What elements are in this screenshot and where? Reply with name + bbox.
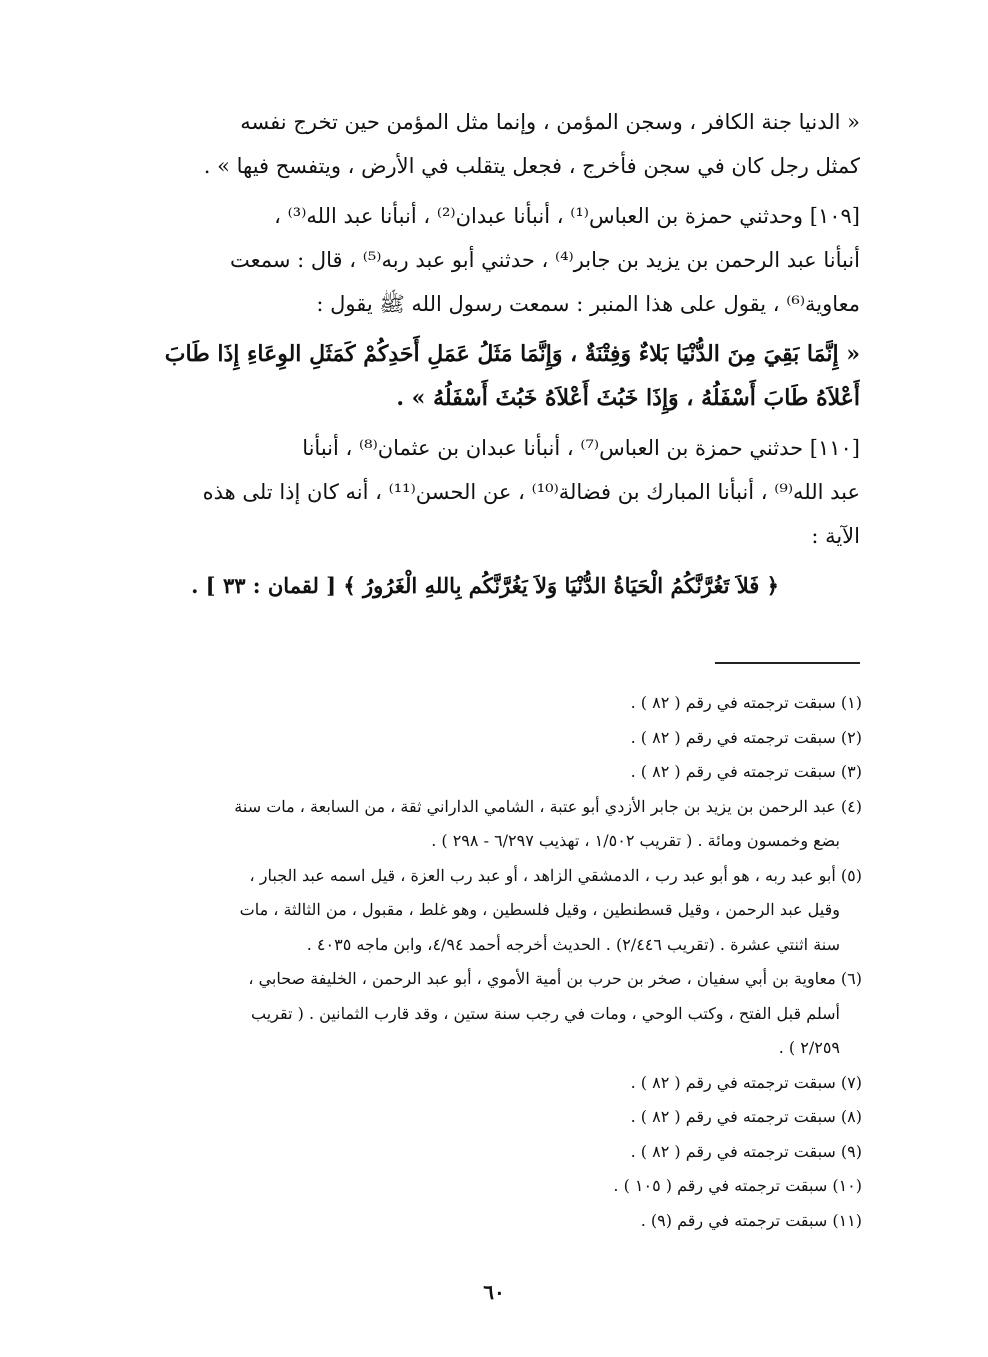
text-line: « الدنيا جنة الكافر ، وسجن المؤمن ، وإنما مثل المؤمن حين تخرج نفسه bbox=[240, 110, 860, 134]
footnote-line: ٢/٢٥٩ ) . bbox=[778, 1038, 840, 1057]
footnote-9 bbox=[110, 1135, 862, 1170]
text-line: [١٠٩] وحدثني حمزة بن العباس⁽¹⁾ ، أنبأنا عبدان⁽²⁾ ، أنبأنا عبد الله⁽³⁾ ، bbox=[274, 204, 860, 228]
footnote-line: سنة اثنتي عشرة . (تقريب ٢/٤٤٦) . الحديث أخرجه أحمد ٤/٩٤، وابن ماجه ٤٠٣٥ . bbox=[306, 934, 840, 954]
footnote-2 bbox=[110, 721, 862, 756]
quran-verse: ﴿ فَلاَ تَغُرَّنَّكُمُ الْحَيَاةُ الدُّنْيَا وَلاَ يَغُرَّنَّكُم بِاللهِ الْغَرُورُ ﴾ [ لقمان : ٣٣ ] . bbox=[191, 573, 779, 598]
footnote-line: (١١) سبقت ترجمته في رقم (٩) . bbox=[640, 1210, 862, 1230]
footnote-line: (٥) أبو عبد ربه ، هو أبو عبد رب ، الدمشقي الزاهد ، أو عبد رب العزة ، قيل اسمه عبد الجبار ، bbox=[249, 865, 862, 885]
footnote-6 bbox=[110, 962, 862, 1066]
footnote-line: (٢) سبقت ترجمته في رقم ( ٨٢ ) . bbox=[630, 727, 862, 747]
footnote-line: (٨) سبقت ترجمته في رقم ( ٨٢ ) . bbox=[630, 1107, 862, 1126]
text-line: عبد الله⁽⁹⁾ ، أنبأنا المبارك بن فضالة⁽¹⁰⁾ ، عن الحسن⁽¹¹⁾ ، أنه كان إذا تلى هذه bbox=[202, 480, 860, 504]
footnote-7 bbox=[110, 1066, 862, 1101]
paragraph-hadith-109-isnad bbox=[110, 194, 860, 326]
footnote-line: (٧) سبقت ترجمته في رقم ( ٨٢ ) . bbox=[630, 1072, 862, 1092]
footnote-line: (٤) عبد الرحمن بن يزيد بن جابر الأزدي أبو عتبة ، الشامي الداراني ثقة ، من السابعة ، مات سنة bbox=[234, 796, 862, 816]
footnote-1 bbox=[110, 686, 862, 721]
footnote-5 bbox=[110, 859, 862, 963]
text-line: « إِنَّمَا بَقِيَ مِنَ الدُّنْيَا بَلاءٌ وَفِتْنَةٌ ، وَإِنَّمَا مَثَلُ عَمَلِ أَحَدِكُمْ كَمَثَلِ الوِعَاءِ إِذَا طَابَ bbox=[164, 341, 860, 367]
paragraph-hadith-110 bbox=[110, 426, 860, 558]
paragraph-hadith-108-end bbox=[110, 100, 860, 188]
footnote-line: أسلم قبل الفتح ، وكتب الوحي ، ومات في رجب سنة ستين ، وقد قارب الثمانين . ( تقريب bbox=[251, 1003, 840, 1023]
footnotes bbox=[110, 686, 862, 1238]
footnote-separator bbox=[715, 662, 860, 664]
text-line: أنبأنا عبد الرحمن بن يزيد بن جابر⁽⁴⁾ ، حدثني أبو عبد ربه⁽⁵⁾ ، قال : سمعت bbox=[229, 248, 860, 272]
footnote-line: (٦) معاوية بن أبي سفيان ، صخر بن حرب بن أمية الأموي ، أبو عبد الرحمن ، الخليفة صحابي ، bbox=[248, 969, 862, 988]
footnote-11 bbox=[110, 1204, 862, 1239]
footnote-line: (٣) سبقت ترجمته في رقم ( ٨٢ ) . bbox=[630, 762, 862, 781]
footnote-line: (٩) سبقت ترجمته في رقم ( ٨٢ ) . bbox=[630, 1141, 862, 1161]
footnote-line: (١) سبقت ترجمته في رقم ( ٨٢ ) . bbox=[630, 693, 862, 712]
text-line: [١١٠] حدثني حمزة بن العباس⁽⁷⁾ ، أنبأنا عبدان بن عثمان⁽⁸⁾ ، أنبأنا bbox=[302, 436, 860, 460]
text-line: معاوية⁽⁶⁾ ، يقول على هذا المنبر : سمعت رسول الله ﷺ يقول : bbox=[316, 292, 860, 316]
footnote-line: وقيل عبد الرحمن ، وقيل قسطنطين ، وقيل فلسطين ، وهو غلط ، مقبول ، من الثالثة ، مات bbox=[239, 900, 840, 919]
footnote-line: (١٠) سبقت ترجمته في رقم ( ١٠٥ ) . bbox=[613, 1176, 862, 1195]
paragraph-hadith-109-matn bbox=[110, 332, 860, 420]
footnote-3 bbox=[110, 755, 862, 790]
text-line: أَعْلاَهُ طَابَ أَسْفَلُهُ ، وَإِذَا خَبُثَ أَعْلاَهُ خَبُثَ أَسْفَلُهُ » . bbox=[396, 385, 860, 411]
text-line: الآية : bbox=[811, 524, 860, 548]
footnote-10 bbox=[110, 1169, 862, 1204]
text-line: كمثل رجل كان في سجن فأخرج ، فجعل يتقلب في الأرض ، ويتفسح فيها » . bbox=[203, 154, 860, 178]
footnote-4 bbox=[110, 790, 862, 859]
footnote-line: بضع وخمسون ومائة . ( تقريب ١/٥٠٢ ، تهذيب ٦/٢٩٧ - ٢٩٨ ) . bbox=[431, 831, 840, 850]
main-text bbox=[110, 100, 860, 608]
footnote-8 bbox=[110, 1100, 862, 1135]
page-number: ٦٠ bbox=[483, 1280, 505, 1304]
